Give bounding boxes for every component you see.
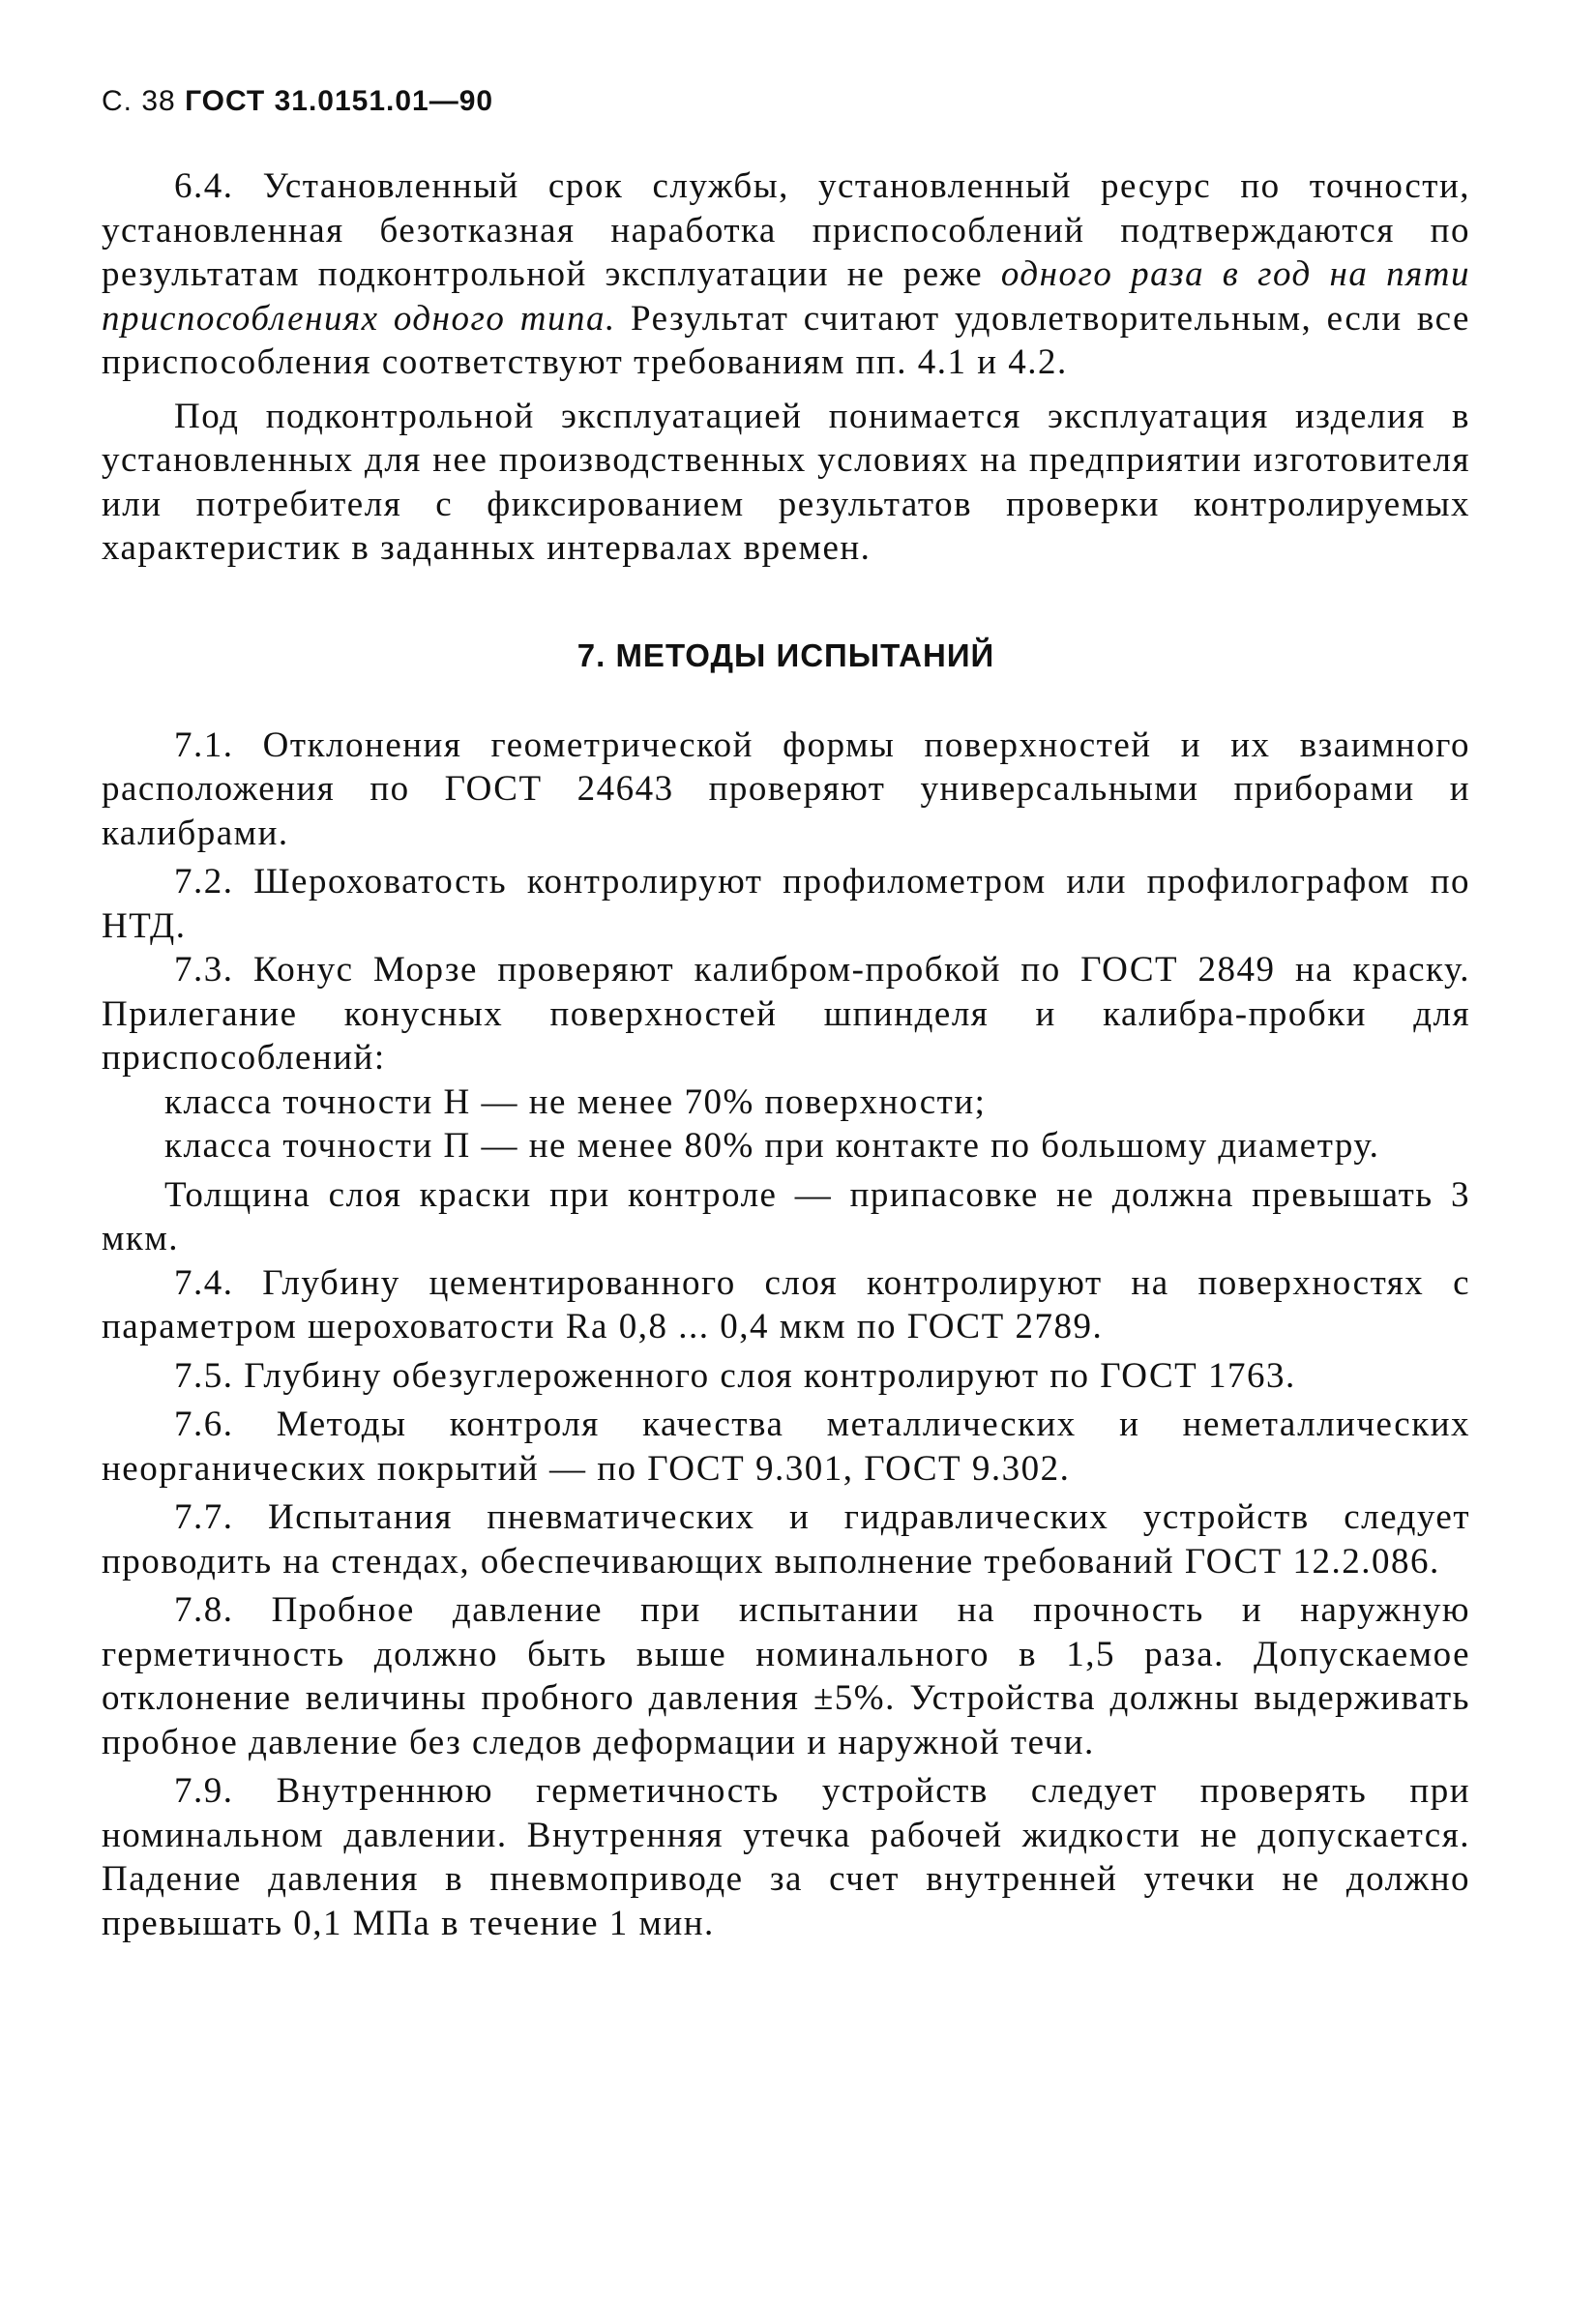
document-page	[102, 82, 1470, 1945]
paragraph-7-9: 7.9. Внутреннюю герметичность устройств следует проверять при номинальном давлении. Внутренняя утечка рабочей жидкости не допускается. Падение давления в пневмоприводе за счет внутренней утечки не должно превышать 0,1 МПа в течение 1 мин.	[102, 1771, 1470, 1943]
section-title: 7. МЕТОДЫ ИСПЫТАНИЙ	[576, 636, 995, 673]
paragraph-6-4-italic: одного раза в год на пяти приспособлениях одного типа.	[102, 254, 1470, 339]
paragraph-7-8: 7.8. Пробное давление при испытании на прочность и наружную герметичность должно быть выше номинального в 1,5 раза. Допускаемое отклонение величины пробного давления ±5%. Устройства должны выдерживать пробное давление без следов деформации и наружной течи.	[102, 1590, 1470, 1762]
paragraph-7-7: 7.7. Испытания пневматических и гидравлических устройств следует проводить на стендах, обеспечивающих выполнение требований ГОСТ 12.2.086.	[102, 1497, 1470, 1582]
paragraph-6-4	[102, 164, 1470, 385]
paragraph-7-3-class-h: класса точности Н — не менее 70% поверхности;	[164, 1081, 987, 1122]
paragraph-7-2: 7.2. Шероховатость контролируют профилометром или профилографом по НТД.	[102, 862, 1470, 946]
page-number: С. 38	[102, 85, 176, 117]
paragraph-7-3-paint: Толщина слоя краски при контроле — припасовке не должна превышать 3 мкм.	[102, 1174, 1470, 1258]
paragraph-7-3-class-p: класса точности П — не менее 80% при контакте по большому диаметру.	[164, 1126, 1380, 1166]
paragraph-6-4-note: Под подконтрольной эксплуатацией понимается эксплуатация изделия в установленных для нее производственных условиях на предприятии изготовителя или потребителя с фиксированием результатов проверки контролируемых характеристик в заданных интервалах времен.	[102, 396, 1470, 568]
paragraph-7-3: 7.3. Конус Морзе проверяют калибром-пробкой по ГОСТ 2849 на краску. Прилегание конусных поверхностей шпинделя и калибра-пробки для приспособлений:	[102, 950, 1470, 1078]
page-header	[102, 82, 1470, 121]
paragraph-6-4-end: Результат считают удовлетворительным, если все приспособления соответствуют требованиям пп. 4.1 и 4.2.	[102, 298, 1470, 382]
paragraph-7-1: 7.1. Отклонения геометрической формы поверхностей и их взаимного расположения по ГОСТ 24643 проверяют универсальными приборами и калибрами.	[102, 725, 1470, 853]
paragraph-7-5: 7.5. Глубину обезуглероженного слоя контролируют по ГОСТ 1763.	[174, 1355, 1296, 1396]
standard-number: ГОСТ 31.0151.01—90	[185, 85, 494, 117]
paragraph-7-4: 7.4. Глубину цементированного слоя контролируют на поверхностях с параметром шероховатости Ra 0,8 ... 0,4 мкм по ГОСТ 2789.	[102, 1262, 1470, 1346]
paragraph-7-6: 7.6. Методы контроля качества металлических и неметаллических неорганических покрытий — по ГОСТ 9.301, ГОСТ 9.302.	[102, 1405, 1470, 1489]
paragraph-6-4-start: 6.4. Установленный срок службы, установленный ресурс по точности, установленная безотказная наработка приспособлений подтверждаются по результатам подконтрольной эксплуатации не реже	[102, 166, 1470, 294]
